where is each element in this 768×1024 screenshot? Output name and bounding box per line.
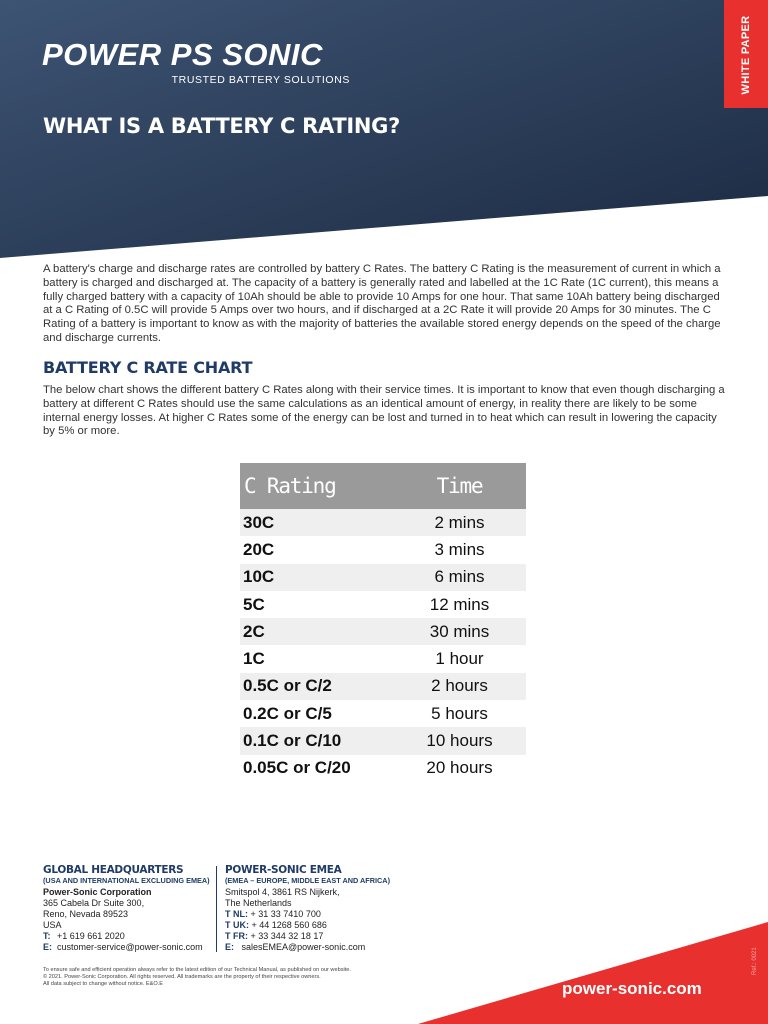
emea-phone-nl-row (225, 909, 425, 920)
time-cell: 30 mins (393, 618, 526, 645)
intro-paragraph: A battery's charge and discharge rates are controlled by battery C Rates. The battery C Rating is the measurement of current in which a battery is charged and discharged at. The capacity of a battery is generally rated and labelled at the 1C Rate (1C current), this means a fully charged battery with a capacity of 10Ah should be able to provide 10 Amps for one hour. That same 10Ah battery being discharged at a C Rating of 0.5C will provide 5 Amps over two hours, and if discharged at a 2C Rate it will provide 20 Amps for 30 minutes. The C Rating of a battery is important to know as with the majority of batteries the available stored energy depends on the speed of the charge and discharge currents. (43, 263, 721, 344)
hq-address-line-2: Reno, Nevada 89523 (43, 909, 129, 919)
table-row (240, 645, 526, 672)
emea-phone-fr-label: T FR: (225, 931, 248, 941)
legal-line: All data subject to change without notice. E&O.E (43, 981, 164, 988)
emea-email-row (225, 942, 425, 953)
hq-phone-label: T: (43, 931, 51, 941)
logo-wordmark: POWER PS SONIC (42, 37, 323, 72)
emea-phone-fr[interactable]: + 33 344 32 18 17 (250, 931, 324, 941)
table-row (240, 700, 526, 727)
table-row (240, 564, 526, 591)
c-rating-cell: 0.2C or C/5 (243, 703, 332, 723)
hq-subheading: (USA AND INTERNATIONAL EXCLUDING EMEA) (43, 876, 210, 885)
emea-phone-uk-label: T UK: (225, 920, 249, 930)
hq-phone[interactable]: +1 619 661 2020 (57, 931, 125, 941)
emea-phone-fr-row (225, 931, 425, 942)
emea-heading: POWER-SONIC EMEA (225, 864, 342, 876)
time-cell: 5 hours (431, 703, 488, 723)
table-row (240, 536, 526, 563)
time-cell: 6 mins (393, 564, 526, 591)
global-hq-contact (43, 864, 213, 953)
hq-email-row (43, 942, 213, 953)
chart-section-paragraph: The below chart shows the different battery C Rates along with their service times. It is important to know that even though discharging a battery at different C Rates should use the same calculations as an identical amount of energy, in reality there are likely to be some internal energy losses. At higher C Rates some of the energy can be lost and turned in to heat which can result in lowering the capacity by 5% or more. (43, 384, 725, 438)
legal-disclaimer (43, 967, 403, 989)
emea-email-label: E: (225, 942, 234, 952)
hq-email-label: E: (43, 942, 52, 952)
c-rate-table (240, 463, 526, 782)
emea-subheading: (EMEA – EUROPE, MIDDLE EAST AND AFRICA) (225, 876, 390, 885)
table-row (240, 591, 526, 618)
c-rating-cell: 10C (240, 564, 393, 591)
table-row (240, 618, 526, 645)
column-header-c-rating: C Rating (240, 463, 393, 509)
emea-address-line-2: The Netherlands (225, 898, 292, 908)
emea-contact (225, 864, 425, 953)
power-sonic-logo (42, 38, 362, 90)
emea-phone-uk[interactable]: + 44 1268 560 686 (251, 920, 327, 930)
time-cell: 2 mins (393, 509, 526, 536)
c-rating-cell: 5C (243, 594, 265, 614)
emea-phone-nl-label: T NL: (225, 909, 248, 919)
hq-address-line-1: 365 Cabela Dr Suite 300, (43, 898, 145, 908)
table-row (240, 755, 526, 782)
emea-phone-nl[interactable]: + 31 33 7410 700 (250, 909, 321, 919)
c-rating-cell: 0.1C or C/10 (240, 727, 393, 754)
hq-heading: GLOBAL HEADQUARTERS (43, 864, 184, 876)
c-rating-cell: 20C (243, 539, 275, 559)
logo-tagline: TRUSTED BATTERY SOLUTIONS (171, 74, 350, 86)
page-title: WHAT IS A BATTERY C RATING? (43, 114, 401, 138)
time-cell: 3 mins (434, 539, 485, 559)
table-row (240, 727, 526, 754)
chart-section-heading: BATTERY C RATE CHART (43, 358, 253, 377)
hq-phone-row (43, 931, 213, 942)
c-rating-cell: 0.05C or C/20 (243, 758, 351, 778)
emea-email-link[interactable]: salesEMEA@power-sonic.com (241, 942, 366, 952)
table-row (240, 509, 526, 536)
time-cell: 10 hours (393, 727, 526, 754)
table-header-row (240, 463, 526, 509)
c-rating-cell: 30C (240, 509, 393, 536)
c-rating-cell: 0.5C or C/2 (240, 673, 393, 700)
reference-code: Ref.: 0021 (752, 947, 758, 975)
time-cell: 20 hours (426, 758, 493, 778)
emea-address-line-1: Smitspol 4, 3861 RS Nijkerk, (225, 887, 340, 897)
time-cell: 2 hours (393, 673, 526, 700)
time-cell: 12 mins (429, 594, 490, 614)
hq-country: USA (43, 920, 62, 930)
legal-line: © 2021. Power-Sonic Corporation. All rights reserved. All trademarks are the property of their respective owners. (43, 974, 321, 981)
table-row (240, 673, 526, 700)
column-header-time: Time (393, 463, 526, 509)
legal-line: To ensure safe and efficient operation always refer to the latest edition of our Technical Manual, as published on our website. (43, 967, 351, 973)
hq-company: Power-Sonic Corporation (43, 887, 152, 897)
c-rating-cell: 1C (243, 649, 265, 669)
c-rating-cell: 2C (240, 618, 393, 645)
time-cell: 1 hour (435, 649, 484, 669)
footer-divider (216, 866, 217, 952)
website-link[interactable]: power-sonic.com (562, 979, 702, 998)
hq-email-link[interactable]: customer-service@power-sonic.com (57, 942, 203, 952)
emea-phone-uk-row (225, 920, 425, 931)
white-paper-label: WHITE PAPER (740, 15, 752, 95)
